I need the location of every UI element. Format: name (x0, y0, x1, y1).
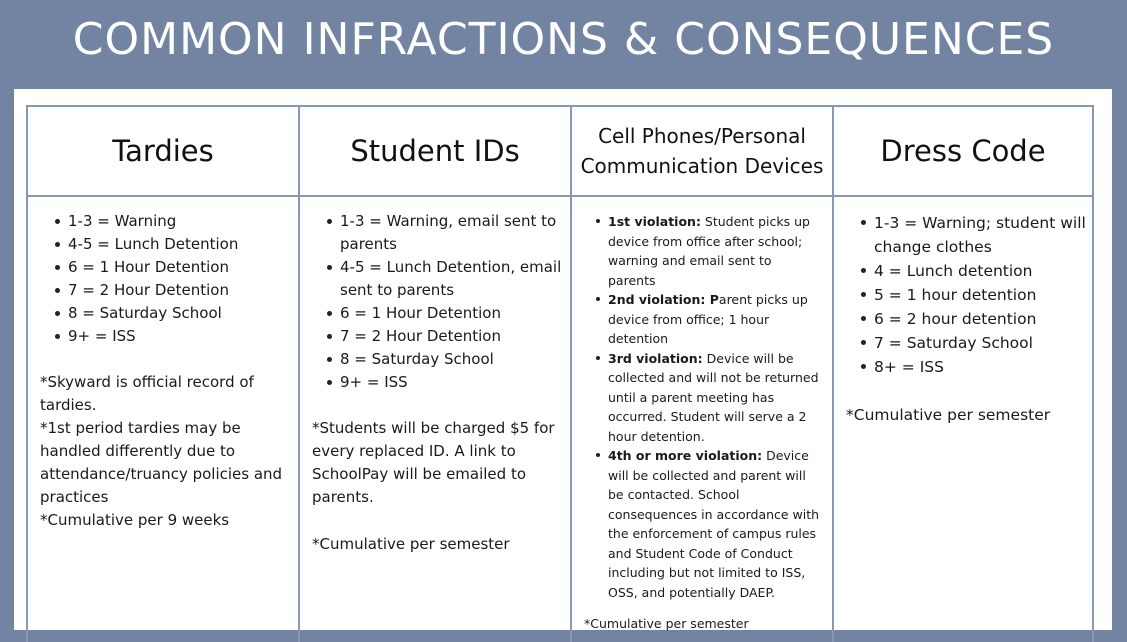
list-item: 7 = Saturday School (874, 331, 1092, 355)
list-item: 9+ = ISS (340, 371, 570, 394)
violation-text: Student picks up device from office after school; warning and email sent to parents (608, 214, 810, 288)
student-ids-list (300, 210, 570, 394)
list-item (608, 349, 822, 447)
list-item (608, 212, 822, 290)
cell-phones-cumulative-note: *Cumulative per semester (584, 616, 749, 631)
dress-code-cumulative-note: *Cumulative per semester (846, 406, 1051, 424)
list-item: 1-3 = Warning, email sent to parents (340, 210, 570, 256)
list-item: 1-3 = Warning (68, 210, 298, 233)
list-item: 5 = 1 hour detention (874, 283, 1092, 307)
list-item: 4-5 = Lunch Detention, email sent to parents (340, 256, 570, 302)
content-row (27, 196, 1093, 642)
list-item: 4-5 = Lunch Detention (68, 233, 298, 256)
violation-text: Device will be collected and parent will be contacted. School consequences in accordance with the enforcement of campus rules and Student Code of Conduct including but not limited to ISS, OSS, and potentially DAEP. (608, 448, 820, 600)
header-cell-phones: Cell Phones/Personal Communication Devices (571, 106, 833, 196)
list-item: 7 = 2 Hour Detention (340, 325, 570, 348)
cell-phones-list (572, 212, 832, 602)
list-item: 4 = Lunch detention (874, 259, 1092, 283)
violation-label: 2nd violation: P (608, 292, 719, 307)
dress-code-cell (833, 196, 1093, 642)
cell-phones-cell (571, 196, 833, 642)
tardies-list (28, 210, 298, 348)
header-student-ids: Student IDs (299, 106, 571, 196)
violation-text: arent picks up device from office; 1 hour detention (608, 292, 808, 346)
violation-text: Device will be collected and will not be returned until a parent meeting has occurred. Student will serve a 2 hour detention. (608, 350, 819, 444)
dress-code-list (834, 211, 1092, 379)
infractions-card (14, 89, 1112, 630)
header-row (27, 106, 1093, 196)
violation-label: 1st violation: (608, 214, 701, 229)
tardies-cell (27, 196, 299, 642)
tardies-cumulative-note: *Cumulative per 9 weeks (40, 511, 230, 529)
list-item: 7 = 2 Hour Detention (68, 279, 298, 302)
page-title: COMMON INFRACTIONS & CONSEQUENCES (72, 14, 1055, 65)
list-item (608, 446, 822, 602)
list-item: 9+ = ISS (68, 325, 298, 348)
student-ids-cumulative-note: *Cumulative per semester (312, 535, 510, 553)
list-item: 8 = Saturday School (340, 348, 570, 371)
list-item: 6 = 1 Hour Detention (68, 256, 298, 279)
violation-label: 4th or more violation: (608, 448, 763, 463)
list-item: 6 = 1 Hour Detention (340, 302, 570, 325)
header-tardies: Tardies (27, 106, 299, 196)
list-item (608, 290, 822, 349)
student-ids-cell (299, 196, 571, 642)
violation-label: 3rd violation: (608, 350, 703, 366)
list-item: 1-3 = Warning; student will change clothes (874, 211, 1092, 259)
tardies-skyward-note: *Skyward is official record of tardies. (40, 373, 254, 414)
list-item: 8 = Saturday School (68, 302, 298, 325)
tardies-first-period-note: *1st period tardies may be handled differently due to attendance/truancy policies and practices (40, 419, 283, 506)
list-item: 8+ = ISS (874, 355, 1092, 379)
list-item: 6 = 2 hour detention (874, 307, 1092, 331)
header-dress-code: Dress Code (833, 106, 1093, 196)
student-ids-charge-note: *Students will be charged $5 for every replaced ID. A link to SchoolPay will be emailed to parents. (312, 419, 555, 506)
infractions-table (26, 105, 1094, 642)
